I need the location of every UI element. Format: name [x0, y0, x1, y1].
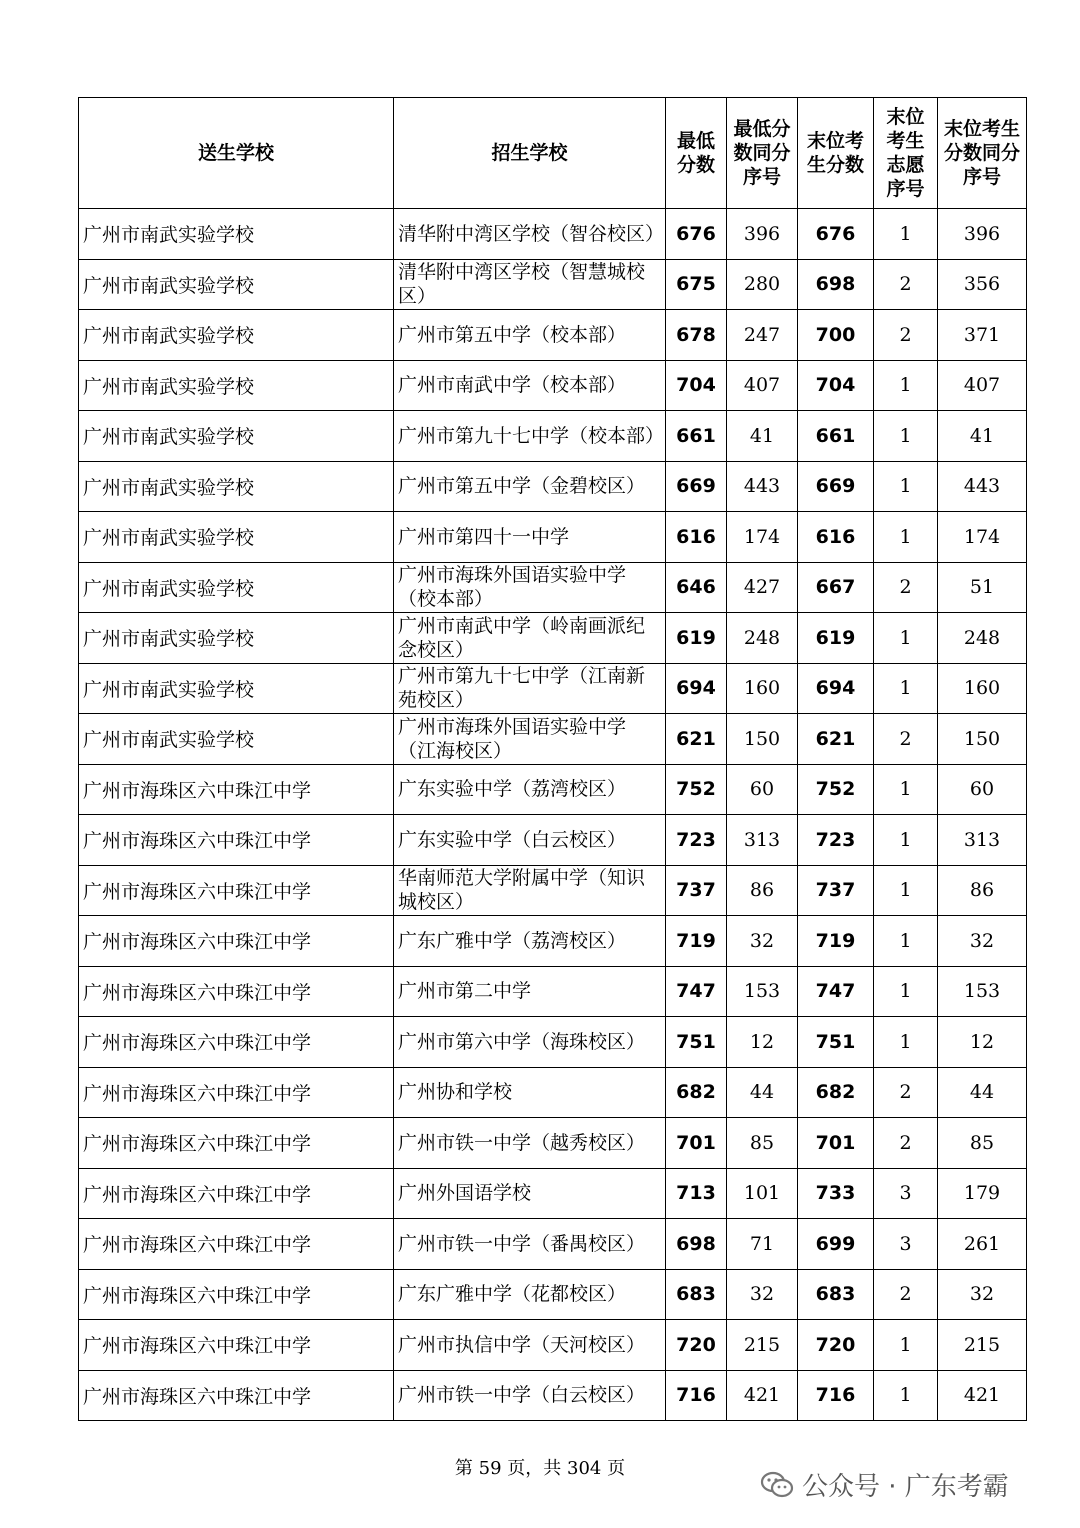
cell-min-score: 616	[666, 512, 727, 563]
cell-min-score: 678	[666, 310, 727, 361]
cell-last-score: 676	[798, 209, 874, 260]
cell-send-school: 广州市海珠区六中珠江中学	[79, 1219, 394, 1270]
cell-min-score: 752	[666, 764, 727, 815]
cell-last-rank: 261	[938, 1219, 1027, 1270]
table-row	[79, 1017, 1027, 1068]
cell-min-score: 683	[666, 1269, 727, 1320]
cell-last-pref: 1	[874, 1320, 938, 1371]
cell-send-school: 广州市南武实验学校	[79, 259, 394, 310]
cell-last-rank: 60	[938, 764, 1027, 815]
table-row	[79, 966, 1027, 1017]
cell-last-score: 704	[798, 360, 874, 411]
cell-last-pref: 1	[874, 865, 938, 916]
cell-last-rank: 86	[938, 865, 1027, 916]
cell-last-pref: 1	[874, 966, 938, 1017]
cell-min-score: 713	[666, 1168, 727, 1219]
header-row	[79, 98, 1027, 209]
cell-last-pref: 2	[874, 562, 938, 613]
cell-last-rank: 356	[938, 259, 1027, 310]
cell-send-school: 广州市南武实验学校	[79, 360, 394, 411]
cell-recv-school: 广东广雅中学（花都校区）	[394, 1269, 666, 1320]
cell-recv-school: 清华附中湾区学校（智慧城校区）	[394, 259, 666, 310]
cell-last-pref: 1	[874, 764, 938, 815]
cell-min-rank: 44	[727, 1067, 798, 1118]
cell-last-score: 747	[798, 966, 874, 1017]
table-row	[79, 1118, 1027, 1169]
header-min-score: 最低 分数	[666, 98, 727, 209]
cell-send-school: 广州市南武实验学校	[79, 714, 394, 765]
cell-send-school: 广州市南武实验学校	[79, 663, 394, 714]
cell-min-score: 619	[666, 613, 727, 664]
cell-last-rank: 150	[938, 714, 1027, 765]
cell-recv-school: 广州市执信中学（天河校区）	[394, 1320, 666, 1371]
cell-recv-school: 华南师范大学附属中学（知识城校区）	[394, 865, 666, 916]
wechat-icon	[760, 1470, 794, 1500]
header-recv-school: 招生学校	[394, 98, 666, 209]
cell-min-rank: 215	[727, 1320, 798, 1371]
table-row	[79, 360, 1027, 411]
table-row	[79, 764, 1027, 815]
cell-min-score: 747	[666, 966, 727, 1017]
cell-min-score: 704	[666, 360, 727, 411]
cell-send-school: 广州市南武实验学校	[79, 512, 394, 563]
cell-last-score: 752	[798, 764, 874, 815]
cell-last-pref: 1	[874, 360, 938, 411]
cell-min-rank: 421	[727, 1370, 798, 1421]
cell-last-pref: 1	[874, 461, 938, 512]
cell-last-rank: 44	[938, 1067, 1027, 1118]
cell-last-pref: 3	[874, 1168, 938, 1219]
table-row	[79, 1067, 1027, 1118]
cell-last-pref: 1	[874, 663, 938, 714]
cell-last-pref: 2	[874, 1118, 938, 1169]
header-send-school: 送生学校	[79, 98, 394, 209]
cell-last-rank: 313	[938, 815, 1027, 866]
cell-last-pref: 3	[874, 1219, 938, 1270]
cell-send-school: 广州市海珠区六中珠江中学	[79, 916, 394, 967]
cell-send-school: 广州市海珠区六中珠江中学	[79, 1118, 394, 1169]
cell-last-pref: 2	[874, 1067, 938, 1118]
cell-last-score: 701	[798, 1118, 874, 1169]
cell-min-rank: 71	[727, 1219, 798, 1270]
table-row	[79, 815, 1027, 866]
cell-last-score: 699	[798, 1219, 874, 1270]
table-row	[79, 411, 1027, 462]
cell-last-rank: 215	[938, 1320, 1027, 1371]
table-row	[79, 461, 1027, 512]
cell-last-rank: 160	[938, 663, 1027, 714]
cell-min-score: 723	[666, 815, 727, 866]
table-row	[79, 613, 1027, 664]
cell-last-score: 694	[798, 663, 874, 714]
cell-min-score: 698	[666, 1219, 727, 1270]
cell-last-rank: 421	[938, 1370, 1027, 1421]
cell-min-rank: 60	[727, 764, 798, 815]
cell-last-score: 719	[798, 916, 874, 967]
cell-send-school: 广州市海珠区六中珠江中学	[79, 815, 394, 866]
cell-min-score: 621	[666, 714, 727, 765]
cell-last-rank: 396	[938, 209, 1027, 260]
cell-min-rank: 427	[727, 562, 798, 613]
cell-min-rank: 150	[727, 714, 798, 765]
table-row	[79, 1168, 1027, 1219]
cell-min-rank: 12	[727, 1017, 798, 1068]
page-number: 第 59 页，共 304 页	[454, 1458, 626, 1479]
cell-min-rank: 32	[727, 916, 798, 967]
cell-min-score: 720	[666, 1320, 727, 1371]
cell-send-school: 广州市南武实验学校	[79, 461, 394, 512]
cell-min-rank: 160	[727, 663, 798, 714]
cell-last-score: 616	[798, 512, 874, 563]
cell-recv-school: 广州市第五中学（金碧校区）	[394, 461, 666, 512]
cell-last-rank: 32	[938, 1269, 1027, 1320]
cell-min-rank: 313	[727, 815, 798, 866]
cell-recv-school: 广州市第六中学（海珠校区）	[394, 1017, 666, 1068]
cell-min-score: 646	[666, 562, 727, 613]
cell-min-score: 716	[666, 1370, 727, 1421]
table-body	[79, 209, 1027, 1421]
cell-recv-school: 广州协和学校	[394, 1067, 666, 1118]
cell-last-pref: 2	[874, 259, 938, 310]
table-row	[79, 865, 1027, 916]
cell-last-rank: 174	[938, 512, 1027, 563]
cell-last-score: 698	[798, 259, 874, 310]
admission-table	[78, 97, 1027, 1421]
cell-recv-school: 广州市第九十七中学（校本部）	[394, 411, 666, 462]
cell-send-school: 广州市海珠区六中珠江中学	[79, 1269, 394, 1320]
cell-min-rank: 153	[727, 966, 798, 1017]
cell-min-rank: 247	[727, 310, 798, 361]
table-row	[79, 1370, 1027, 1421]
cell-last-score: 751	[798, 1017, 874, 1068]
cell-last-score: 716	[798, 1370, 874, 1421]
cell-min-score: 694	[666, 663, 727, 714]
cell-recv-school: 广州外国语学校	[394, 1168, 666, 1219]
cell-send-school: 广州市南武实验学校	[79, 310, 394, 361]
cell-min-score: 676	[666, 209, 727, 260]
table-row	[79, 1269, 1027, 1320]
header-last-pref: 末位 考生 志愿 序号	[874, 98, 938, 209]
cell-recv-school: 广州市第九十七中学（江南新苑校区）	[394, 663, 666, 714]
cell-min-score: 675	[666, 259, 727, 310]
cell-last-score: 661	[798, 411, 874, 462]
cell-send-school: 广州市海珠区六中珠江中学	[79, 1168, 394, 1219]
cell-recv-school: 广州市铁一中学（白云校区）	[394, 1370, 666, 1421]
cell-last-score: 667	[798, 562, 874, 613]
cell-last-pref: 1	[874, 916, 938, 967]
cell-last-pref: 1	[874, 1370, 938, 1421]
cell-last-rank: 179	[938, 1168, 1027, 1219]
cell-send-school: 广州市海珠区六中珠江中学	[79, 1067, 394, 1118]
cell-last-rank: 407	[938, 360, 1027, 411]
cell-last-pref: 1	[874, 613, 938, 664]
cell-recv-school: 广州市第五中学（校本部）	[394, 310, 666, 361]
table-row	[79, 259, 1027, 310]
cell-min-score: 669	[666, 461, 727, 512]
cell-min-score: 719	[666, 916, 727, 967]
cell-min-rank: 85	[727, 1118, 798, 1169]
cell-min-rank: 248	[727, 613, 798, 664]
cell-min-score: 701	[666, 1118, 727, 1169]
header-last-rank: 末位考生 分数同分 序号	[938, 98, 1027, 209]
table-row	[79, 714, 1027, 765]
cell-recv-school: 广州市海珠外国语实验中学（校本部）	[394, 562, 666, 613]
cell-last-rank: 85	[938, 1118, 1027, 1169]
cell-send-school: 广州市海珠区六中珠江中学	[79, 764, 394, 815]
cell-send-school: 广州市海珠区六中珠江中学	[79, 865, 394, 916]
cell-last-rank: 153	[938, 966, 1027, 1017]
cell-min-score: 737	[666, 865, 727, 916]
cell-recv-school: 广州市第四十一中学	[394, 512, 666, 563]
cell-last-score: 733	[798, 1168, 874, 1219]
table-row	[79, 663, 1027, 714]
cell-last-score: 723	[798, 815, 874, 866]
cell-min-rank: 443	[727, 461, 798, 512]
table-row	[79, 562, 1027, 613]
watermark	[760, 1466, 1009, 1503]
cell-last-pref: 2	[874, 1269, 938, 1320]
cell-send-school: 广州市南武实验学校	[79, 562, 394, 613]
cell-last-score: 700	[798, 310, 874, 361]
cell-min-rank: 86	[727, 865, 798, 916]
cell-last-pref: 1	[874, 411, 938, 462]
cell-min-rank: 174	[727, 512, 798, 563]
cell-send-school: 广州市海珠区六中珠江中学	[79, 1320, 394, 1371]
cell-last-score: 683	[798, 1269, 874, 1320]
cell-recv-school: 广州市南武中学（岭南画派纪念校区）	[394, 613, 666, 664]
cell-min-score: 682	[666, 1067, 727, 1118]
cell-last-rank: 248	[938, 613, 1027, 664]
cell-recv-school: 广东实验中学（白云校区）	[394, 815, 666, 866]
header-min-rank: 最低分 数同分 序号	[727, 98, 798, 209]
cell-send-school: 广州市南武实验学校	[79, 411, 394, 462]
cell-send-school: 广州市海珠区六中珠江中学	[79, 1017, 394, 1068]
cell-last-pref: 1	[874, 512, 938, 563]
cell-last-score: 621	[798, 714, 874, 765]
cell-last-rank: 41	[938, 411, 1027, 462]
cell-recv-school: 广州市第二中学	[394, 966, 666, 1017]
cell-last-score: 737	[798, 865, 874, 916]
cell-last-rank: 12	[938, 1017, 1027, 1068]
cell-recv-school: 清华附中湾区学校（智谷校区）	[394, 209, 666, 260]
cell-last-rank: 32	[938, 916, 1027, 967]
table-row	[79, 512, 1027, 563]
cell-last-pref: 1	[874, 209, 938, 260]
cell-last-score: 669	[798, 461, 874, 512]
cell-last-rank: 51	[938, 562, 1027, 613]
cell-recv-school: 广州市海珠外国语实验中学（江海校区）	[394, 714, 666, 765]
table-row	[79, 1320, 1027, 1371]
cell-min-score: 751	[666, 1017, 727, 1068]
cell-send-school: 广州市南武实验学校	[79, 613, 394, 664]
cell-send-school: 广州市南武实验学校	[79, 209, 394, 260]
cell-last-score: 720	[798, 1320, 874, 1371]
cell-min-rank: 32	[727, 1269, 798, 1320]
cell-min-rank: 396	[727, 209, 798, 260]
table-row	[79, 209, 1027, 260]
cell-min-rank: 101	[727, 1168, 798, 1219]
cell-min-rank: 407	[727, 360, 798, 411]
table-row	[79, 916, 1027, 967]
cell-last-rank: 443	[938, 461, 1027, 512]
cell-last-pref: 1	[874, 1017, 938, 1068]
cell-last-pref: 1	[874, 815, 938, 866]
cell-recv-school: 广州市铁一中学（越秀校区）	[394, 1118, 666, 1169]
watermark-text: 公众号 · 广东考霸	[802, 1472, 1009, 1502]
cell-recv-school: 广东实验中学（荔湾校区）	[394, 764, 666, 815]
cell-last-rank: 371	[938, 310, 1027, 361]
cell-min-rank: 41	[727, 411, 798, 462]
cell-min-rank: 280	[727, 259, 798, 310]
cell-last-pref: 2	[874, 310, 938, 361]
cell-min-score: 661	[666, 411, 727, 462]
cell-recv-school: 广东广雅中学（荔湾校区）	[394, 916, 666, 967]
cell-recv-school: 广州市南武中学（校本部）	[394, 360, 666, 411]
table-row	[79, 1219, 1027, 1270]
cell-last-pref: 2	[874, 714, 938, 765]
cell-recv-school: 广州市铁一中学（番禺校区）	[394, 1219, 666, 1270]
cell-send-school: 广州市海珠区六中珠江中学	[79, 1370, 394, 1421]
table-row	[79, 310, 1027, 361]
cell-last-score: 682	[798, 1067, 874, 1118]
cell-send-school: 广州市海珠区六中珠江中学	[79, 966, 394, 1017]
header-last-score: 末位考 生分数	[798, 98, 874, 209]
cell-last-score: 619	[798, 613, 874, 664]
